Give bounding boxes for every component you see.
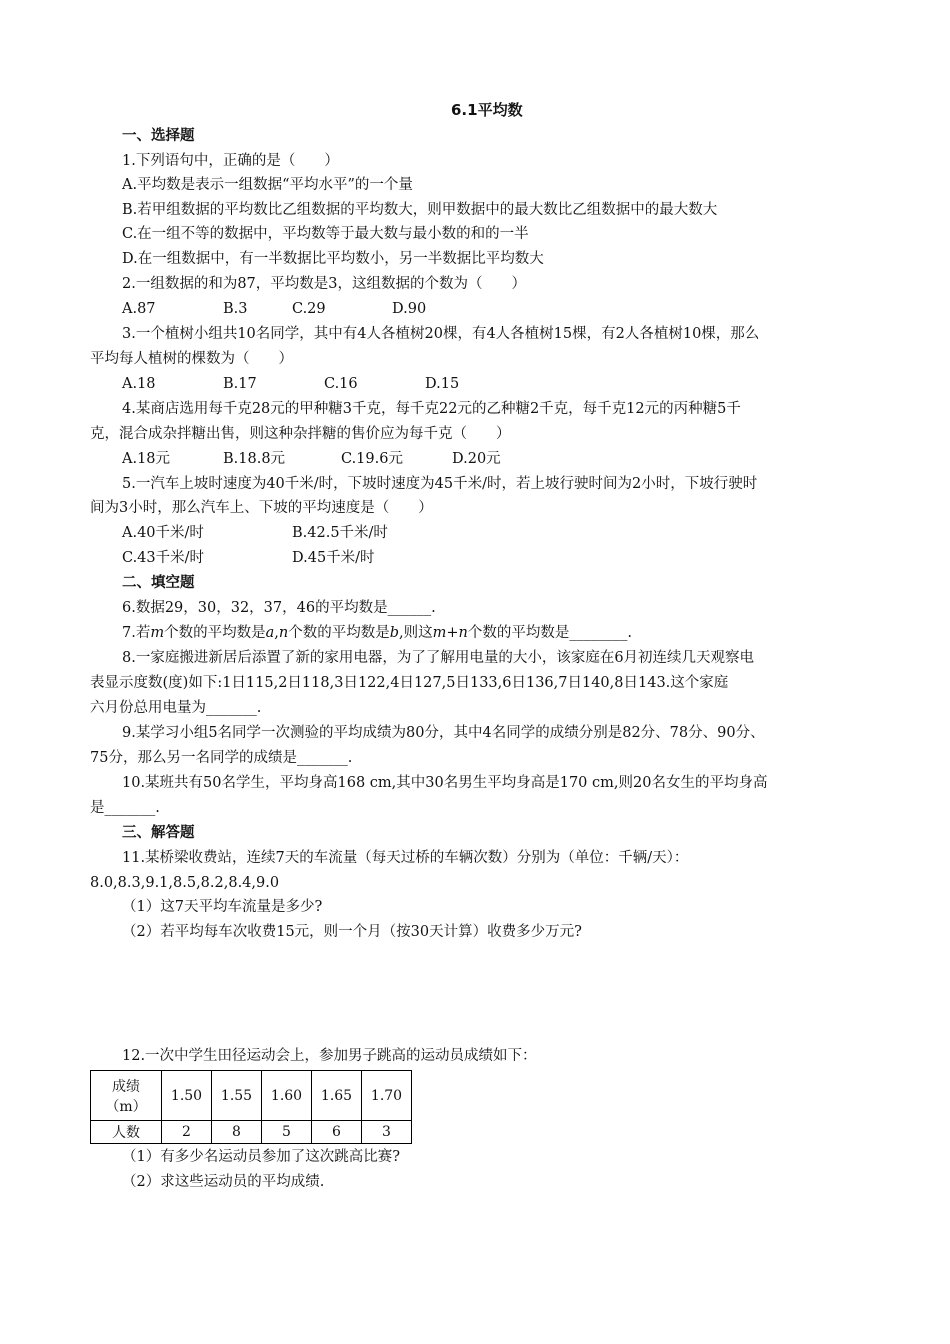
- q5-option-c: C.43千米/时: [122, 550, 205, 566]
- q8-line2: 表显示度数(度)如下:1日115,2日118,3日122,4日127,5日133,6日136,7日140,8日143.这个家庭: [90, 675, 729, 691]
- q12-sub1: （1）有多少名运动员参加了这次跳高比赛?: [122, 1149, 400, 1165]
- q5-stem-line1: 5.一汽车上坡时速度为40千米/时，下坡时速度为45千米/时，若上坡行驶时间为2小时，下坡行驶时: [122, 476, 758, 492]
- q1-option-d: D.在一组数据中，有一半数据比平均数小，另一半数据比平均数大: [122, 251, 544, 267]
- q5-option-a: A.40千米/时: [122, 525, 204, 541]
- table-cell-score: 1.60: [262, 1071, 312, 1121]
- table-cell-score: 1.70: [362, 1071, 412, 1121]
- table-header-score-line2: （m）: [105, 1098, 147, 1115]
- q2-option-b: B.3: [223, 301, 248, 317]
- q11-sub1: （1）这7天平均车流量是多少?: [122, 899, 323, 915]
- q4-option-b: B.18.8元: [223, 451, 286, 467]
- q3-stem-line1: 3.一个植树小组共10名同学，其中有4人各植树20棵，有4人各植树15棵，有2人各植树10棵，那么: [122, 326, 760, 342]
- q7-part: ,则这: [399, 625, 433, 641]
- q7-part: 7.若: [122, 625, 151, 641]
- q8-line1: 8.一家庭搬进新居后添置了新的家用电器，为了了解用电量的大小，该家庭在6月初连续几天观察电: [122, 650, 755, 666]
- q1-option-c: C.在一组不等的数据中，平均数等于最大数与最小数的和的一半: [122, 226, 529, 242]
- q4-stem-line2: 克，混合成杂拌糖出售，则这种杂拌糖的售价应为每千克（ ）: [90, 426, 511, 442]
- section-heading-fill: 二、填空题: [122, 575, 195, 591]
- table-header-count: 人数: [91, 1121, 162, 1144]
- table-row-counts: [91, 1121, 412, 1144]
- table-cell-score: 1.50: [162, 1071, 212, 1121]
- q2-option-a: A.87: [122, 301, 156, 317]
- q11-line1: 11.某桥梁收费站，连续7天的车流量（每天过桥的车辆次数）分别为（单位：千辆/天）：: [122, 850, 689, 866]
- q3-option-b: B.17: [223, 376, 257, 392]
- q7-part: ,: [274, 625, 279, 641]
- table-cell-count: 3: [362, 1121, 412, 1144]
- q3-option-d: D.15: [425, 376, 460, 392]
- table-cell-count: 8: [212, 1121, 262, 1144]
- table-cell-count: 5: [262, 1121, 312, 1144]
- q5-option-b: B.42.5千米/时: [292, 525, 388, 541]
- q7-var-m: m: [150, 625, 165, 641]
- table-cell-score: 1.65: [312, 1071, 362, 1121]
- q7-text: [122, 623, 632, 643]
- q4-option-a: A.18元: [122, 451, 171, 467]
- q3-stem-line2: 平均每人植树的棵数为（ ）: [90, 351, 293, 367]
- table-cell-count: 6: [312, 1121, 362, 1144]
- section-heading-choice: 一、选择题: [122, 128, 195, 144]
- q1-option-b: B.若甲组数据的平均数比乙组数据的平均数大，则甲数据中的最大数比乙组数据中的最大数大: [122, 202, 718, 218]
- q12-stem: 12.一次中学生田径运动会上，参加男子跳高的运动员成绩如下：: [122, 1048, 537, 1064]
- q1-option-a: A.平均数是表示一组数据“平均水平”的一个量: [122, 177, 413, 193]
- q11-line2: 8.0,8.3,9.1,8.5,8.2,8.4,9.0: [90, 875, 280, 891]
- q7-var-b: b: [389, 625, 399, 641]
- q5-stem-line2: 间为3小时，那么汽车上、下坡的平均速度是（ ）: [90, 500, 433, 516]
- q4-option-c: C.19.6元: [341, 451, 403, 467]
- q5-option-d: D.45千米/时: [292, 550, 375, 566]
- table-cell-score: 1.55: [212, 1071, 262, 1121]
- q11-sub2: （2）若平均每车次收费15元，则一个月（按30天计算）收费多少万元?: [122, 924, 582, 940]
- table-row-scores: [91, 1071, 412, 1121]
- q8-line3: 六月份总用电量为_______.: [90, 700, 262, 716]
- q7-part: 个数的平均数是________.: [467, 625, 632, 641]
- q2-option-c: C.29: [292, 301, 326, 317]
- q9-line1: 9.某学习小组5名同学一次测验的平均成绩为80分，其中4名同学的成绩分别是82分、78分、90分、: [122, 725, 765, 741]
- q2-option-d: D.90: [392, 301, 427, 317]
- q3-option-a: A.18: [122, 376, 156, 392]
- q7-var-n: n: [278, 625, 289, 641]
- q4-option-d: D.20元: [452, 451, 501, 467]
- q7-var-a: a: [265, 625, 275, 641]
- page-title: 6.1平均数: [451, 101, 523, 119]
- table-header-score-line1: 成绩: [112, 1078, 140, 1095]
- q6-text: 6.数据29，30，32，37，46的平均数是______.: [122, 600, 436, 616]
- high-jump-table: [90, 1070, 412, 1144]
- q10-line1: 10.某班共有50名学生，平均身高168 cm,其中30名男生平均身高是170 cm,则20名女生的平均身高: [122, 775, 768, 791]
- table-header-score: [91, 1071, 162, 1121]
- q10-line2: 是_______.: [90, 800, 160, 816]
- table-cell-count: 2: [162, 1121, 212, 1144]
- q7-var-mn: m+n: [432, 625, 468, 641]
- q7-part: 个数的平均数是: [164, 625, 266, 641]
- q2-stem: 2.一组数据的和为87，平均数是3，这组数据的个数为（ ）: [122, 276, 527, 292]
- q3-option-c: C.16: [324, 376, 358, 392]
- q7-part: 个数的平均数是: [288, 625, 390, 641]
- q1-stem: 1.下列语句中，正确的是（ ）: [122, 153, 339, 169]
- section-heading-solve: 三、解答题: [122, 825, 195, 841]
- q12-sub2: （2）求这些运动员的平均成绩.: [122, 1174, 325, 1190]
- q4-stem-line1: 4.某商店选用每千克28元的甲种糖3千克，每千克22元的乙种糖2千克，每千克12元的丙种糖5千: [122, 401, 741, 417]
- q9-line2: 75分，那么另一名同学的成绩是_______.: [90, 750, 353, 766]
